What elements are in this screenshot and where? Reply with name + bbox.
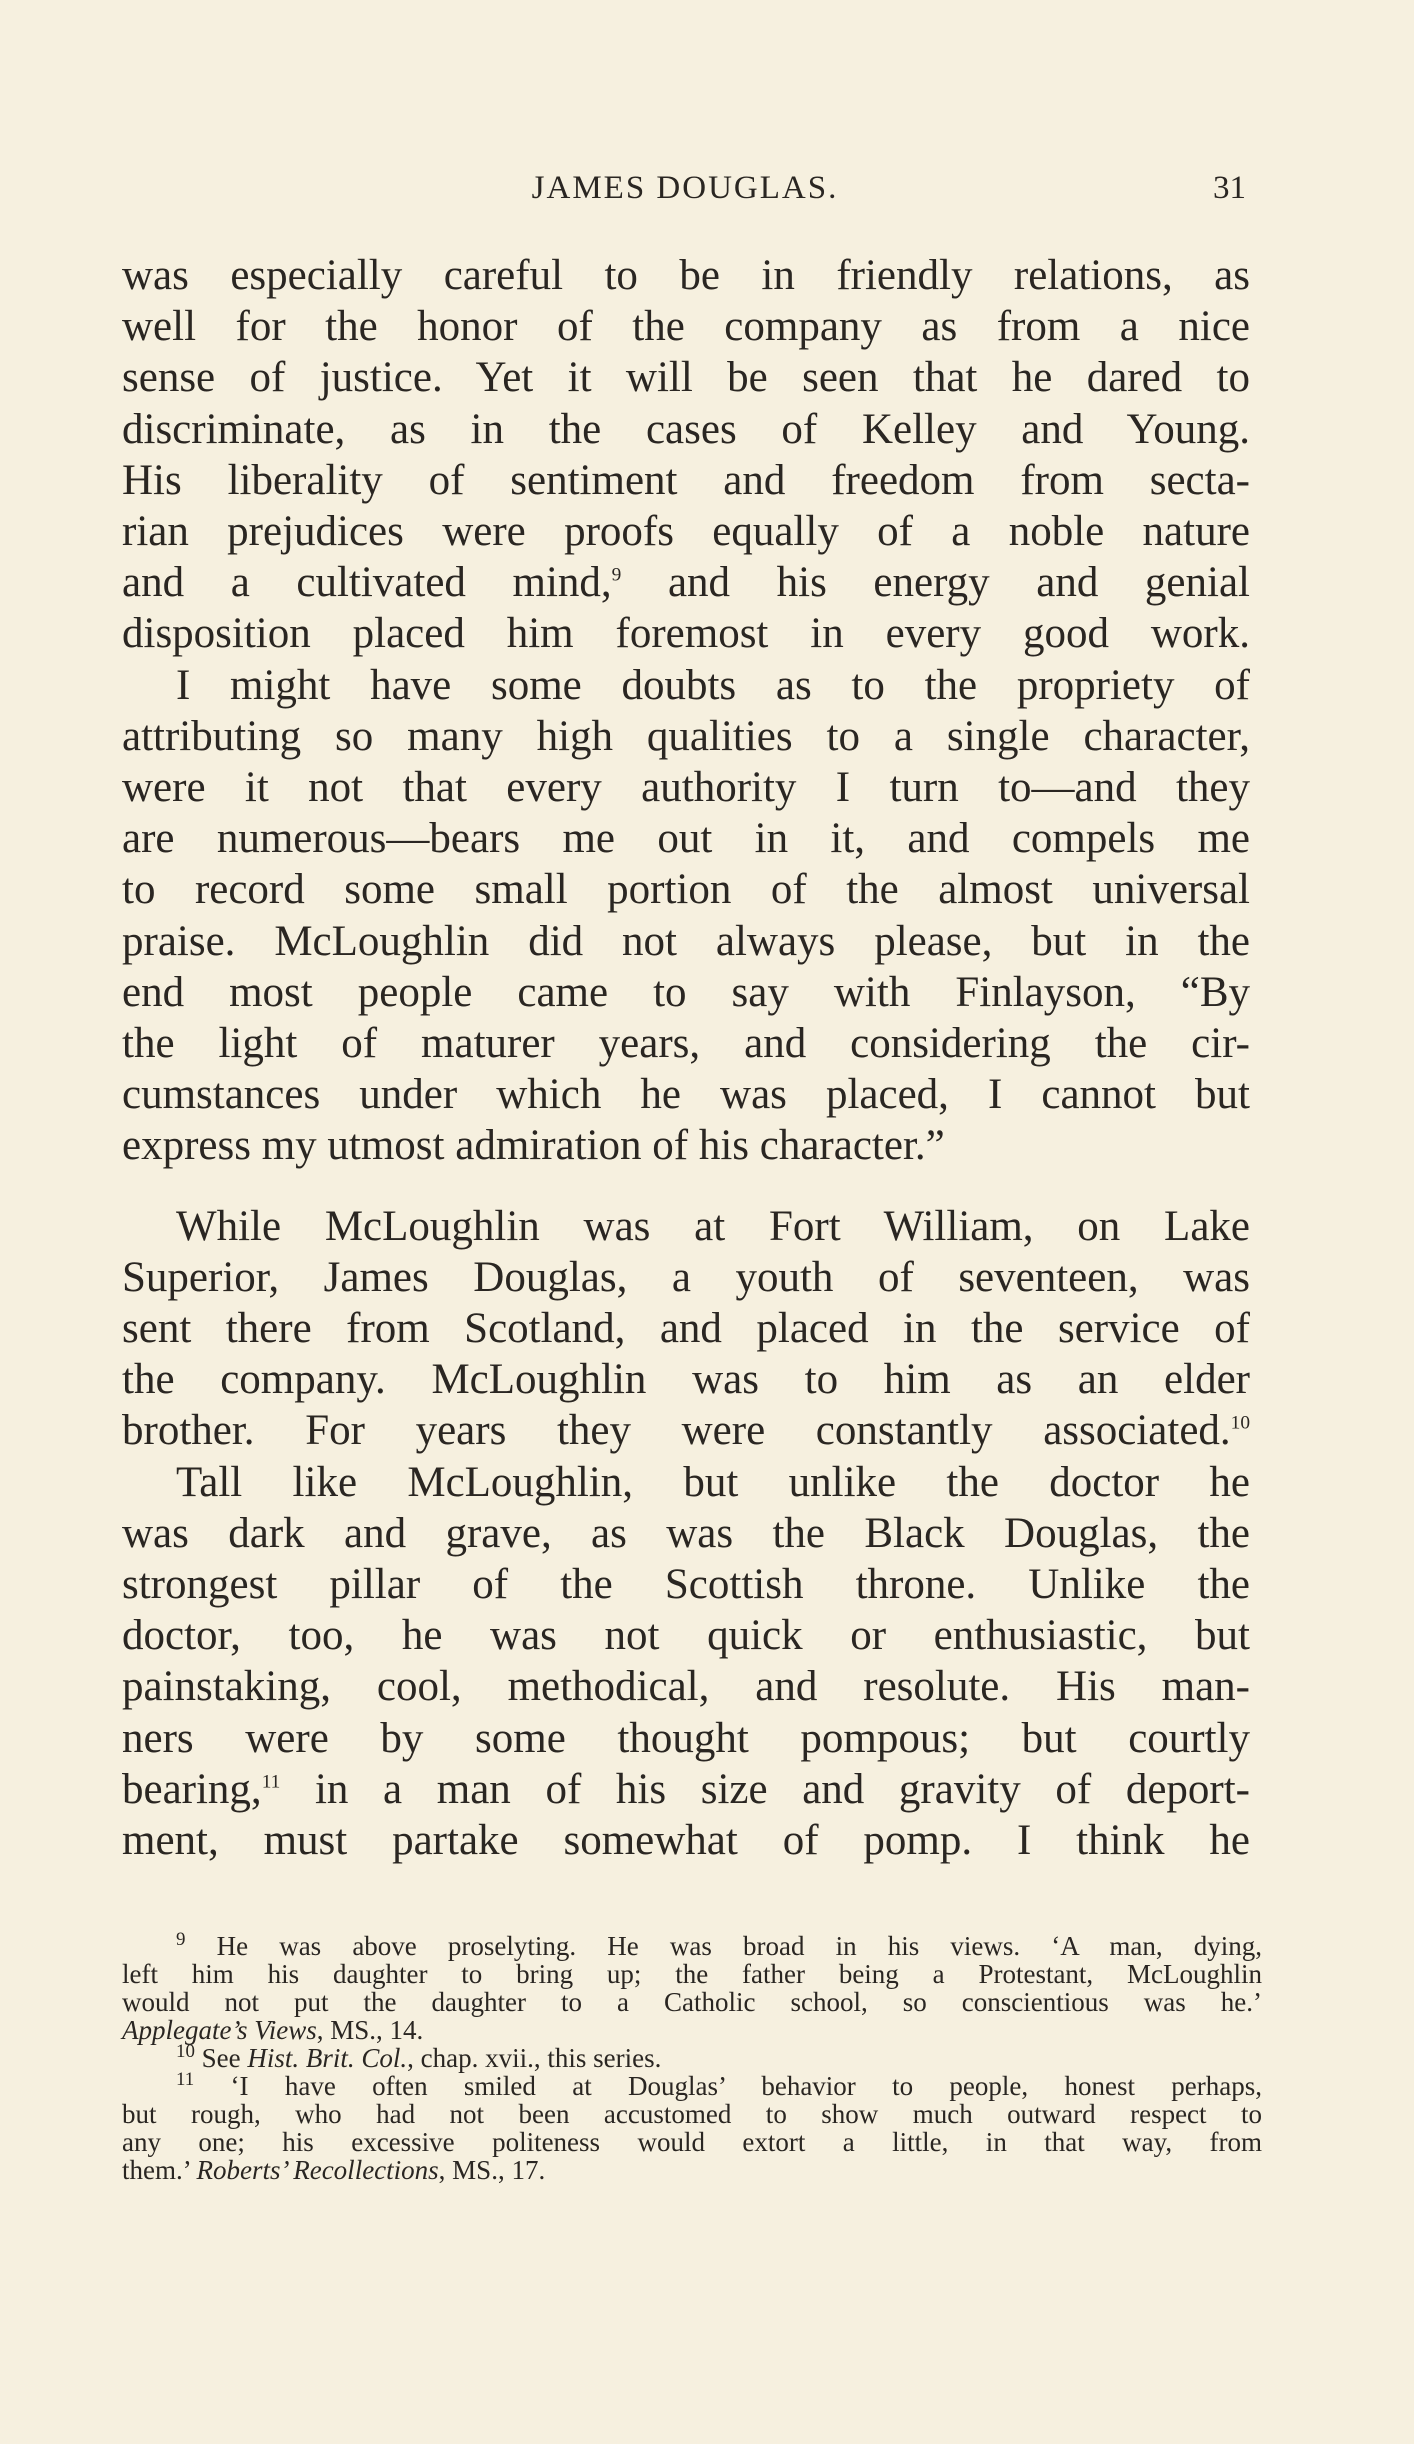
text-line: His liberality of sentiment and freedom from secta- [122, 456, 1250, 504]
text-line: express my utmost admiration of his character.” [122, 1122, 945, 1170]
footnote-line: but rough, who had not been accustomed to show much outward respect to [122, 2099, 1262, 2129]
text-line: ners were by some thought pompous; but courtly [122, 1714, 1250, 1762]
text-fragment: ‘I have often smiled at Douglas’ behavior to people, honest perhaps, [230, 2071, 1263, 2101]
source-title: Roberts’ Recollections [196, 2155, 439, 2185]
footnote-line [122, 2016, 1262, 2044]
text-line: sense of justice. Yet it will be seen that he dared to [122, 354, 1250, 402]
text-line: sent there from Scotland, and placed in the service of [122, 1305, 1250, 1353]
footnote-mark: 9 [176, 1929, 186, 1950]
footnote-line [122, 2156, 1262, 2184]
source-title: Hist. Brit. Col. [247, 2043, 408, 2073]
text-line: attributing so many high qualities to a single character, [122, 712, 1250, 760]
text-line [122, 557, 1250, 608]
footnote-line [122, 2069, 1263, 2101]
text-fragment: brother. For years they were constantly associated. [122, 1407, 1231, 1455]
footnote-mark: 10 [176, 2041, 195, 2062]
footnote-reference[interactable]: 10 [1230, 1413, 1250, 1435]
text-line: praise. McLoughlin did not always please, but in the [122, 917, 1250, 965]
paragraph-1 [122, 250, 1250, 1172]
paragraph-2 [122, 1201, 1250, 1867]
text-fragment: He was above proselyting. He was broad in his views. ‘A man, dying, [216, 1931, 1262, 1961]
footnote-line [122, 1929, 1262, 1961]
text-line: was especially careful to be in friendly relations, as [122, 252, 1250, 299]
text-line: to record some small portion of the almost universal [122, 866, 1250, 914]
text-line: discriminate, as in the cases of Kelley and Young. [122, 405, 1250, 453]
footnote-line [122, 2041, 1262, 2073]
footnote-line: would not put the daughter to a Catholic school, so conscientious was he.’ [122, 1987, 1262, 2017]
footnote-9 [122, 1929, 1262, 2045]
text-line: the company. McLoughlin was to him as an elder [122, 1356, 1250, 1404]
text-line: strongest pillar of the Scottish throne. Unlike the [122, 1561, 1250, 1609]
text-line: doctor, too, he was not quick or enthusiastic, but [122, 1612, 1250, 1660]
body-text [122, 250, 1250, 1866]
text-line: was dark and grave, as was the Black Douglas, the [122, 1509, 1250, 1557]
text-line: were it not that every authority I turn to—and they [122, 764, 1250, 812]
text-line: painstaking, cool, methodical, and resolute. His man- [122, 1663, 1250, 1711]
source-title: Applegate’s Views [122, 2015, 317, 2045]
text-line: Superior, James Douglas, a youth of seventeen, was [122, 1253, 1250, 1301]
text-fragment: , MS., 14. [316, 2015, 424, 2045]
footnotes [122, 1929, 1263, 2185]
footnote-mark: 11 [176, 2069, 195, 2090]
text-line [122, 1405, 1250, 1456]
text-fragment: and a cultivated mind, [122, 559, 612, 607]
page-header [124, 166, 1246, 216]
text-fragment: bearing, [122, 1765, 262, 1813]
text-line [122, 1764, 1250, 1815]
footnote-10 [122, 2041, 1262, 2073]
running-head: JAMES DOUGLAS. [531, 170, 839, 206]
text-line: ment, must partake somewhat of pomp. I think he [122, 1817, 1250, 1865]
text-line: end most people came to say with Finlayson, “By [122, 968, 1250, 1016]
text-line: well for the honor of the company as from a nice [122, 303, 1250, 351]
text-fragment: See [201, 2043, 248, 2073]
text-line: I might have some doubts as to the propriety of [176, 661, 1250, 709]
page-number: 31 [1213, 170, 1246, 206]
text-line: While McLoughlin was at Fort William, on Lake [176, 1202, 1250, 1250]
text-line: Tall like McLoughlin, but unlike the doctor he [176, 1458, 1250, 1506]
footnote-line: any one; his excessive politeness would extort a little, in that way, from [122, 2127, 1262, 2157]
text-line: disposition placed him foremost in every good work. [122, 610, 1250, 658]
text-fragment: them.’ [122, 2155, 197, 2185]
footnote-reference[interactable]: 9 [611, 564, 622, 586]
text-fragment: , MS., 17. [438, 2155, 546, 2185]
text-line: the light of maturer years, and considering the cir- [122, 1020, 1250, 1068]
footnote-reference[interactable]: 11 [261, 1771, 281, 1793]
footnote-11 [122, 2069, 1263, 2185]
text-fragment: and his energy and genial [621, 559, 1250, 607]
text-fragment: in a man of his size and gravity of deport- [280, 1765, 1250, 1813]
text-line: are numerous—bears me out in it, and compels me [122, 815, 1250, 863]
footnote-line: left him his daughter to bring up; the father being a Protestant, McLoughlin [122, 1959, 1262, 1989]
text-line: cumstances under which he was placed, I cannot but [122, 1071, 1250, 1119]
text-line: rian prejudices were proofs equally of a noble nature [122, 508, 1250, 556]
text-fragment: , chap. xvii., this series. [407, 2043, 662, 2073]
